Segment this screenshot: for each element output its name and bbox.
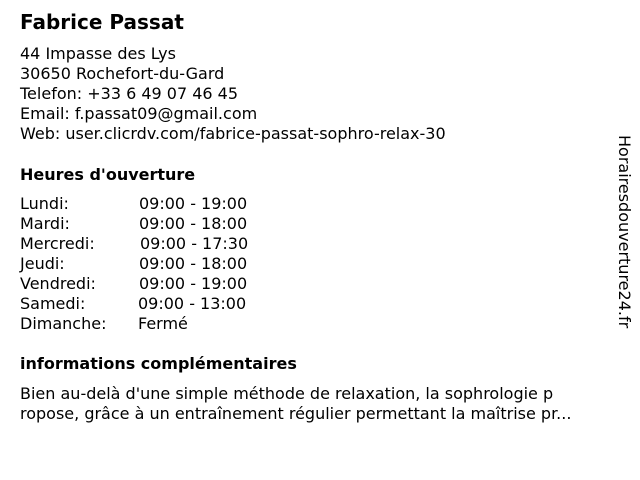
- hours-row-monday: [20, 194, 320, 214]
- day-label: Mardi:: [20, 214, 70, 233]
- business-name: Fabrice Passat: [20, 10, 184, 34]
- day-hours: 09:00 - 18:00: [139, 214, 248, 233]
- email-address[interactable]: Email: f.passat09@gmail.com: [20, 104, 258, 123]
- contact-block: [20, 44, 446, 144]
- day-hours: 09:00 - 18:00: [139, 254, 248, 273]
- info-line: Bien au-delà d'une simple méthode de relaxation, la sophrologie p: [20, 384, 554, 403]
- site-brand-label: Horairesdouverture24.fr: [615, 135, 634, 329]
- phone-number[interactable]: Telefon: +33 6 49 07 46 45: [20, 84, 239, 103]
- city-address: 30650 Rochefort-du-Gard: [20, 64, 225, 83]
- day-label: Lundi:: [20, 194, 69, 213]
- hours-row-thursday: [20, 254, 320, 274]
- day-hours: 09:00 - 17:30: [140, 234, 249, 253]
- hours-row-friday: [20, 274, 320, 294]
- day-label: Jeudi:: [20, 254, 65, 273]
- additional-info-heading: informations complémentaires: [20, 354, 297, 373]
- day-label: Mercredi:: [20, 234, 95, 253]
- hours-row-saturday: [20, 294, 320, 314]
- day-hours: 09:00 - 19:00: [139, 274, 248, 293]
- website-link[interactable]: Web: user.clicrdv.com/fabrice-passat-sophro-relax-30: [20, 124, 446, 143]
- opening-hours-heading: Heures d'ouverture: [20, 165, 196, 184]
- day-label: Samedi:: [20, 294, 86, 313]
- day-hours: 09:00 - 19:00: [139, 194, 248, 213]
- day-label: Vendredi:: [20, 274, 96, 293]
- additional-info-text: [20, 384, 571, 424]
- day-hours: Fermé: [138, 314, 188, 333]
- day-hours: 09:00 - 13:00: [138, 294, 247, 313]
- day-label: Dimanche:: [20, 314, 107, 333]
- hours-row-wednesday: [20, 234, 320, 254]
- info-line: ropose, grâce à un entraînement régulier permettant la maîtrise pr...: [20, 404, 572, 423]
- street-address: 44 Impasse des Lys: [20, 44, 176, 63]
- hours-row-sunday: [20, 314, 320, 334]
- hours-row-tuesday: [20, 214, 320, 234]
- opening-hours-table: [20, 194, 320, 334]
